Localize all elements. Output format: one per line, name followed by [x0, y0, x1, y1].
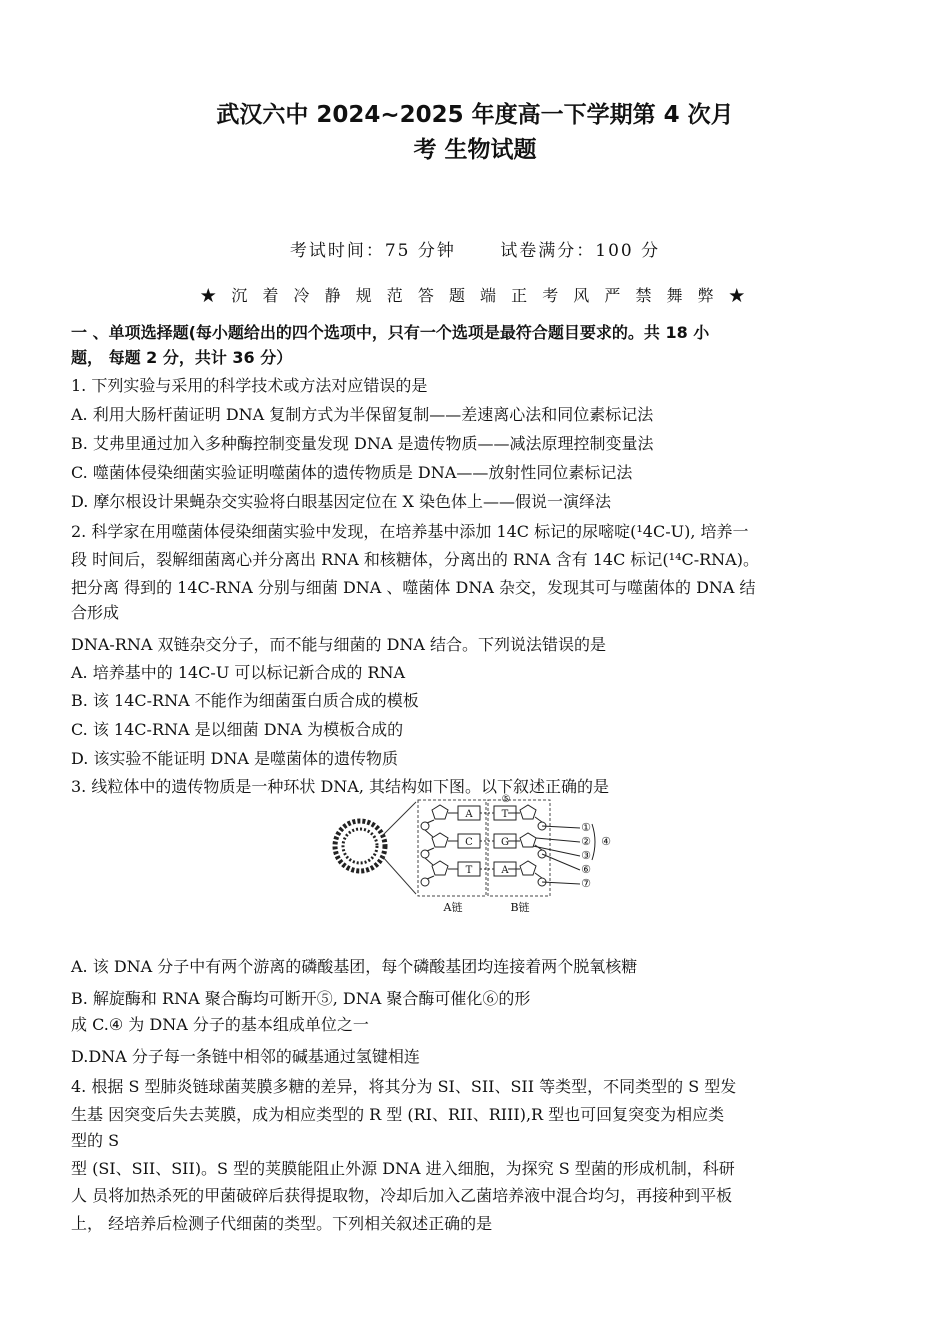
section-heading-line-1: 一 、单项选择题(每小题给出的四个选项中，只有一个选项是最符合题目要求的。共 18 小	[71, 323, 710, 342]
q4-stem-line-4: 型 (SI、SII、SII)。S 型的荚膜能阻止外源 DNA 进入细胞，为探究 S 型菌的形成机制，科研	[71, 1159, 735, 1178]
q4-stem-line-2: 生基 因突变后失去荚膜，成为相应类型的 R 型 (RI、RII、RIII),R 型也可回复突变为相应类	[71, 1105, 725, 1124]
q3-stem: 3. 线粒体中的遗传物质是一种环状 DNA, 其结构如下图。以下叙述正确的是	[71, 777, 609, 796]
q2-option-d: D. 该实验不能证明 DNA 是噬菌体的遗传物质	[71, 749, 398, 768]
q3-option-d: D.DNA 分子每一条链中相邻的碱基通过氢键相连	[71, 1047, 420, 1066]
q4-stem-line-1: 4. 根据 S 型肺炎链球菌荚膜多糖的差异，将其分为 SI、SII、SII 等类型，不同类型的 S 型发	[71, 1077, 737, 1096]
base-b-3: A	[501, 865, 509, 876]
q3-option-a: A. 该 DNA 分子中有两个游离的磷酸基团，每个磷酸基团均连接着两个脱氧核糖	[71, 957, 638, 976]
zoom-line-bottom	[382, 856, 416, 894]
marker-5: ⑤	[501, 794, 511, 805]
q2-stem-line-4: 合形成	[71, 603, 120, 622]
q2-stem-line-1: 2. 科学家在用噬菌体侵染细菌实验中发现，在培养基中添加 14C 标记的尿嘧啶(¹4C-U), 培养一	[71, 522, 749, 541]
zoom-line-top	[382, 802, 416, 836]
q1-stem: 1. 下列实验与采用的科学技术或方法对应错误的是	[71, 376, 428, 395]
q3-option-b: B. 解旋酶和 RNA 聚合酶均可断开⑤, DNA 聚合酶可催化⑥的形	[71, 989, 531, 1008]
exam-info: 考试时间：75 分钟 试卷满分：100 分	[289, 241, 661, 261]
circular-dna-icon	[335, 821, 385, 871]
q3-option-c: 成 C.④ 为 DNA 分子的基本组成单位之一	[71, 1015, 369, 1034]
q2-stem-line-5: DNA-RNA 双链杂交分子，而不能与细菌的 DNA 结合。下列说法错误的是	[71, 635, 607, 654]
q2-stem-line-2: 段 时间后，裂解细菌离心并分离出 RNA 和核糖体，分离出的 RNA 含有 14C 标记(¹⁴C-RNA)。	[71, 550, 759, 569]
marker-6: ⑥	[581, 863, 591, 876]
marker-2: ②	[581, 835, 591, 848]
q1-option-d: D. 摩尔根设计果蝇杂交实验将白眼基因定位在 X 染色体上——假说一演绎法	[71, 492, 611, 511]
q1-option-b: B. 艾弗里通过加入多种酶控制变量发现 DNA 是遗传物质——减法原理控制变量法	[71, 434, 654, 453]
q1-option-c: C. 噬菌体侵染细菌实验证明噬菌体的遗传物质是 DNA——放射性同位素标记法	[71, 463, 633, 482]
q4-stem-line-3: 型的 S	[71, 1131, 120, 1150]
base-b-1: T	[501, 809, 509, 820]
marker-7: ⑦	[581, 877, 591, 890]
base-a-2: C	[465, 837, 473, 848]
chain-b-label: B链	[510, 901, 530, 914]
section-heading-line-2: 题， 每题 2 分，共计 36 分）	[71, 348, 293, 367]
q2-stem-line-3: 把分离 得到的 14C-RNA 分别与细菌 DNA 、噬菌体 DNA 杂交，发现其可与噬菌体的 DNA 结	[71, 578, 756, 597]
q1-option-a: A. 利用大肠杆菌证明 DNA 复制方式为半保留复制——差速离心法和同位素标记法	[71, 405, 654, 424]
q4-stem-line-5: 人 员将加热杀死的甲菌破碎后获得提取物，冷却后加入乙菌培养液中混合均匀，再接种到平板	[71, 1186, 733, 1205]
base-a-1: A	[465, 809, 473, 820]
exam-title-line-1: 武汉六中 2024~2025 年度高一下学期第 4 次月	[216, 102, 734, 128]
exam-title-line-2: 考 生物试题	[413, 137, 537, 163]
q4-stem-line-6: 上， 经培养后检测子代细菌的类型。下列相关叙述正确的是	[71, 1214, 493, 1233]
base-a-3: T	[465, 865, 473, 876]
base-b-2: G	[501, 837, 509, 848]
chain-a-label: A链	[443, 901, 463, 914]
q2-option-b: B. 该 14C-RNA 不能作为细菌蛋白质合成的模板	[71, 691, 419, 710]
marker-4: ④	[601, 835, 611, 848]
exam-motto: ★ 沉 着 冷 静 规 范 答 题 端 正 考 风 严 禁 舞 弊 ★	[200, 286, 750, 305]
q2-option-a: A. 培养基中的 14C-U 可以标记新合成的 RNA	[71, 663, 406, 682]
marker-1: ①	[581, 821, 591, 834]
dna-structure-figure	[330, 790, 630, 918]
q2-option-c: C. 该 14C-RNA 是以细菌 DNA 为模板合成的	[71, 720, 404, 739]
marker-3: ③	[581, 849, 591, 862]
